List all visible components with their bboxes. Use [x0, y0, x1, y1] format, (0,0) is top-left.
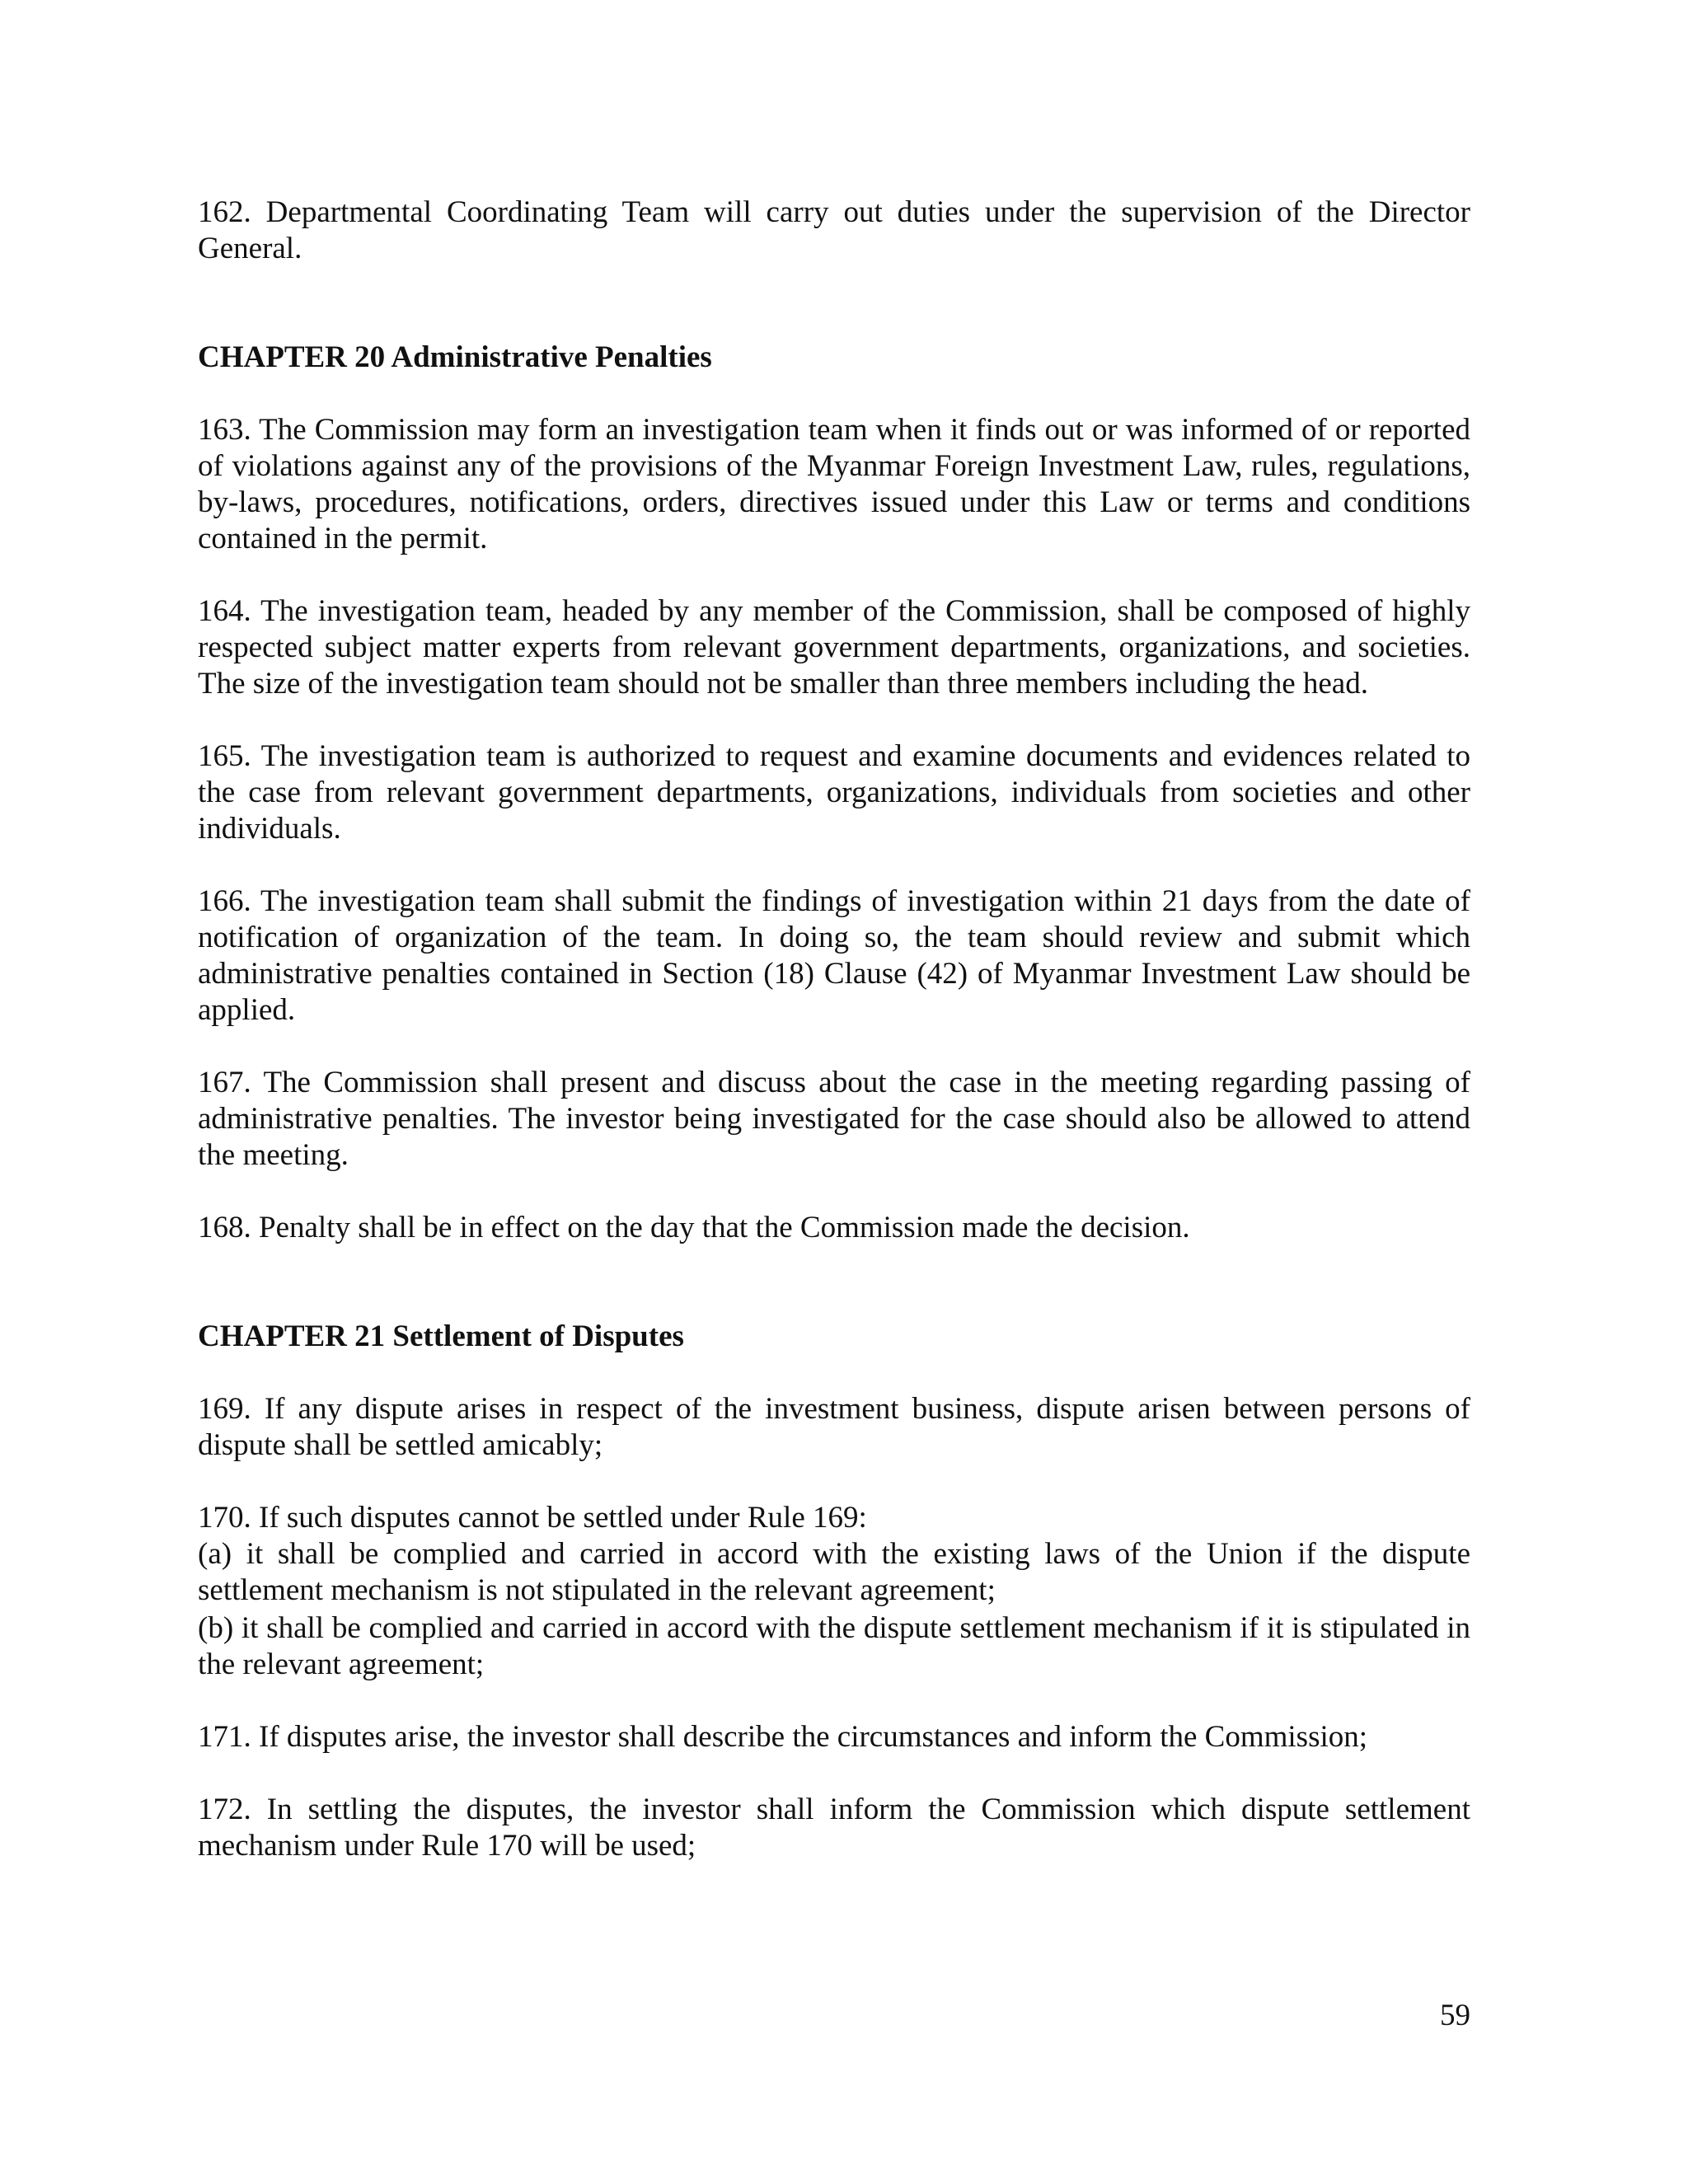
paragraph-163: 163. The Commission may form an investigation team when it finds out or was informed of or reported of violations against any of the provisions of the Myanmar Foreign Investment Law, rules, regulations, by-laws, procedures, notifications, orders, directives issued under this Law or terms and conditions contained in the permit. [198, 413, 1470, 555]
spacer [198, 1355, 1470, 1391]
paragraph-169: 169. If any dispute arises in respect of the investment business, dispute arisen between persons of dispute shall be settled amicably; [198, 1392, 1470, 1462]
spacer [198, 1174, 1470, 1210]
chapter-21-heading: CHAPTER 21 Settlement of Disputes [198, 1319, 684, 1353]
paragraph-166: 166. The investigation team shall submit the findings of investigation within 21 days from the date of notification of organization of the team. In doing so, the team should review and submit which administrative penalties contained in Section (18) Clause (42) of Myanmar Investment Law should be applied. [198, 884, 1470, 1027]
spacer [198, 1755, 1470, 1792]
paragraph-168: 168. Penalty shall be in effect on the day that the Commission made the decision. [198, 1211, 1190, 1244]
page-number: 59 [1440, 1999, 1470, 2032]
document-page [198, 194, 1470, 1864]
spacer [198, 376, 1470, 412]
spacer [198, 267, 1470, 340]
paragraph-170-b: (b) it shall be complied and carried in accord with the dispute settlement mechanism if it is stipulated in the relevant agreement; [198, 1611, 1470, 1681]
paragraph-162: 162. Departmental Coordinating Team will carry out duties under the supervision of the Director General. [198, 195, 1470, 265]
spacer [198, 1029, 1470, 1065]
spacer [198, 1246, 1470, 1319]
paragraph-167: 167. The Commission shall present and discuss about the case in the meeting regarding passing of administrative penalties. The investor being investigated for the case should also be allowed to attend the meeting. [198, 1066, 1470, 1172]
paragraph-165: 165. The investigation team is authorized to request and examine documents and evidences related to the case from relevant government departments, organizations, individuals from societies and other individuals. [198, 739, 1470, 846]
spacer [198, 557, 1470, 593]
paragraph-164: 164. The investigation team, headed by any member of the Commission, shall be composed of highly respected subject matter experts from relevant government departments, organizations, and societies. The size of the investigation team should not be smaller than three members including the head. [198, 594, 1470, 701]
spacer [198, 702, 1470, 738]
paragraph-170: 170. If such disputes cannot be settled under Rule 169: [198, 1501, 867, 1535]
spacer [198, 1464, 1470, 1500]
chapter-20-heading: CHAPTER 20 Administrative Penalties [198, 340, 712, 374]
paragraph-172: 172. In settling the disputes, the investor shall inform the Commission which dispute settlement mechanism under Rule 170 will be used; [198, 1793, 1470, 1863]
spacer [198, 847, 1470, 883]
paragraph-171: 171. If disputes arise, the investor shall describe the circumstances and inform the Commission; [198, 1720, 1368, 1754]
paragraph-170-a: (a) it shall be complied and carried in accord with the existing laws of the Union if the dispute settlement mechanism is not stipulated in the relevant agreement; [198, 1537, 1470, 1607]
spacer [198, 1683, 1470, 1719]
